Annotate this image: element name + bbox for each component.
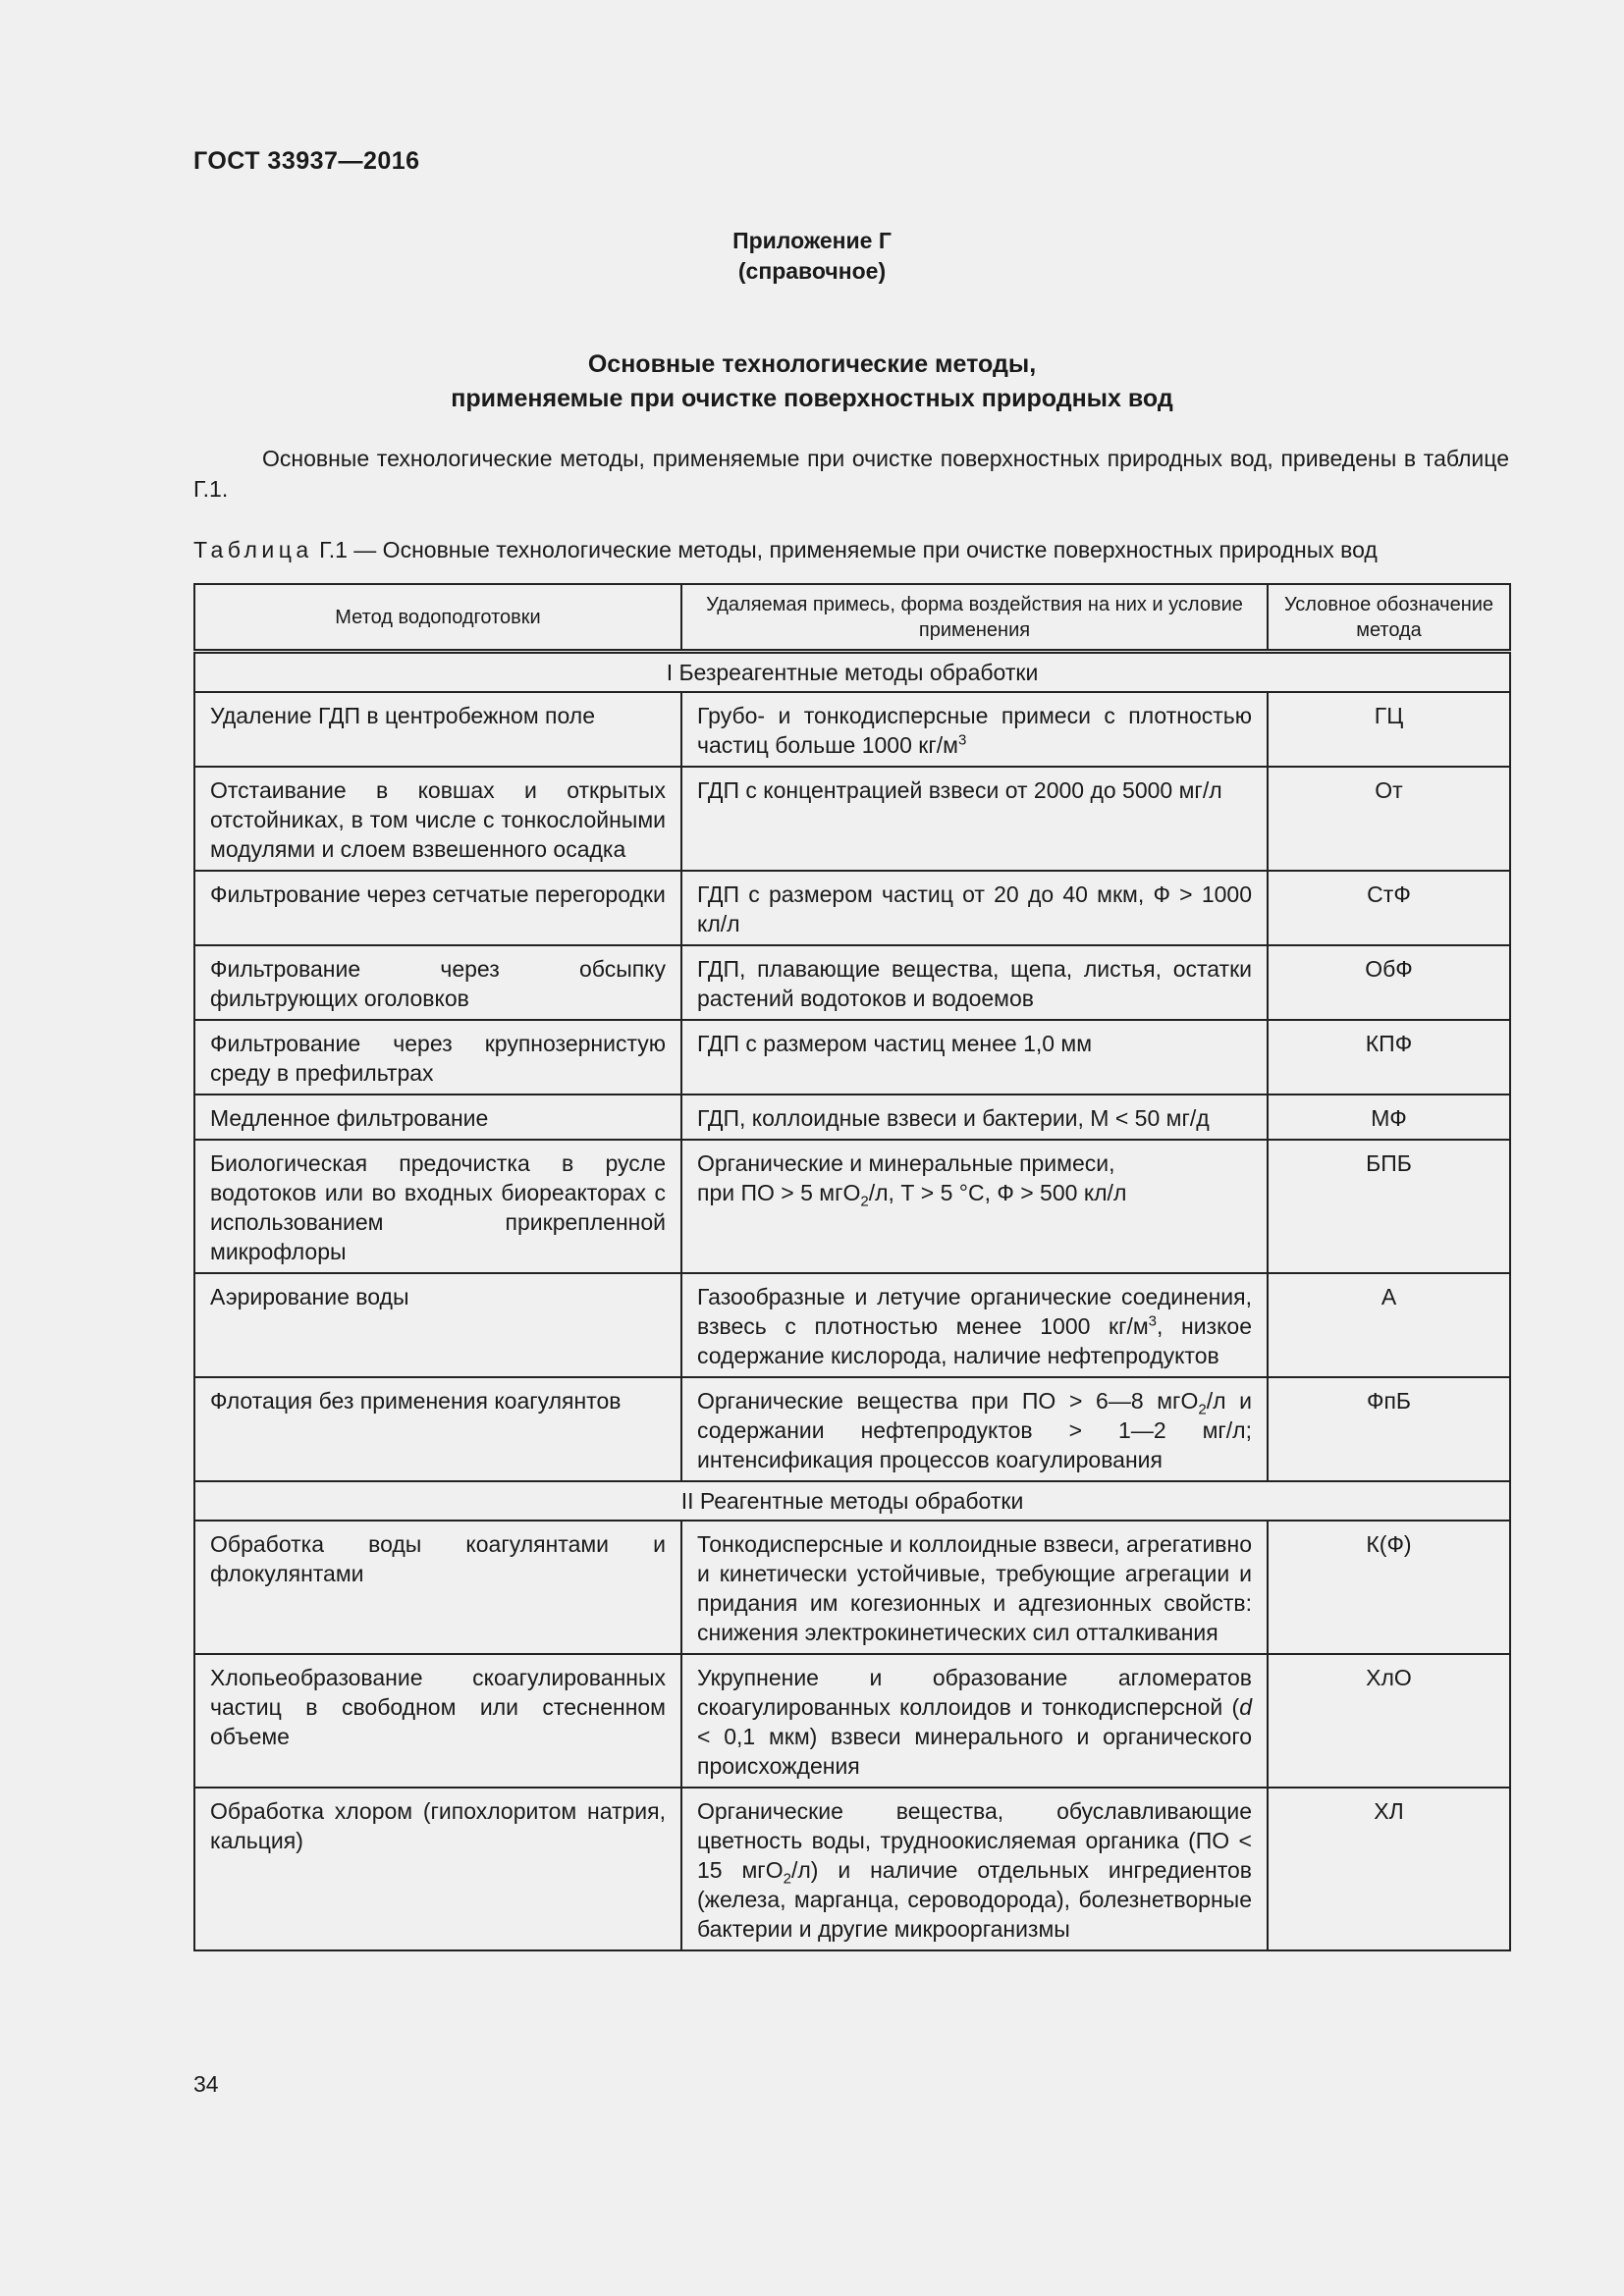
methods-table bbox=[193, 583, 1511, 1951]
header-code: Условное обозначение метода bbox=[1268, 584, 1510, 652]
cell-method: Обработка воды коагулянтами и флокулянтами bbox=[194, 1521, 681, 1654]
table-row bbox=[194, 1521, 1510, 1654]
page-title bbox=[0, 347, 1624, 416]
table-row bbox=[194, 692, 1510, 767]
header-impurity: Удаляемая примесь, форма воздействия на них и условие применения bbox=[681, 584, 1268, 652]
intro-paragraph: Основные технологические методы, применяемые при очистке поверхностных природных вод, приведены в таблице Г.1. bbox=[193, 446, 1509, 502]
table-row bbox=[194, 871, 1510, 945]
appendix-heading bbox=[0, 226, 1624, 287]
cell-method: Обработка хлором (гипохлоритом натрия, кальция) bbox=[194, 1788, 681, 1950]
cell-method: Флотация без применения коагулянтов bbox=[194, 1377, 681, 1481]
cell-code: К(Ф) bbox=[1268, 1521, 1510, 1654]
cell-code: ФпБ bbox=[1268, 1377, 1510, 1481]
cell-code: ХЛ bbox=[1268, 1788, 1510, 1950]
cell-code: БПБ bbox=[1268, 1140, 1510, 1273]
standard-id: ГОСТ 33937—2016 bbox=[193, 147, 420, 175]
cell-method: Биологическая предочистка в русле водотоков или во входных биореакторах с использованием прикрепленной микрофлоры bbox=[194, 1140, 681, 1273]
cell-method: Фильтрование через крупнозернистую среду в префильтрах bbox=[194, 1020, 681, 1095]
section-row bbox=[194, 1481, 1510, 1521]
section-row bbox=[194, 652, 1510, 693]
cell-impurity: Газообразные и летучие органические соединения, взвесь с плотностью менее 1000 $кг/м^3$, низкое содержание кислорода, наличие нефтепродуктов bbox=[681, 1273, 1268, 1377]
cell-impurity: ГДП, коллоидные взвеси и бактерии, М < 50 мг/д bbox=[681, 1095, 1268, 1140]
cell-code: От bbox=[1268, 767, 1510, 871]
table-caption bbox=[193, 535, 1529, 565]
header-method: Метод водоподготовки bbox=[194, 584, 681, 652]
table-caption-prefix: Таблица bbox=[193, 537, 313, 562]
cell-impurity: ГДП с размером частиц менее 1,0 мм bbox=[681, 1020, 1268, 1095]
appendix-title: Приложение Г bbox=[732, 228, 892, 253]
cell-code: ХлО bbox=[1268, 1654, 1510, 1788]
cell-impurity: Тонкодисперсные и коллоидные взвеси, агрегативно и кинетически устойчивые, требующие агрегации и придания им когезионных и адгезионных свойств: снижения электрокинетических сил отталкивания bbox=[681, 1521, 1268, 1654]
page-title-line-1: Основные технологические методы, bbox=[587, 350, 1037, 378]
cell-code: ОбФ bbox=[1268, 945, 1510, 1020]
section-title: I Безреагентные методы обработки bbox=[194, 652, 1510, 693]
cell-method: Фильтрование через обсыпку фильтрующих оголовков bbox=[194, 945, 681, 1020]
cell-code: А bbox=[1268, 1273, 1510, 1377]
page-title-line-2: применяемые при очистке поверхностных природных вод bbox=[451, 385, 1173, 412]
table-row bbox=[194, 1273, 1510, 1377]
table-row bbox=[194, 1140, 1510, 1273]
cell-code: СтФ bbox=[1268, 871, 1510, 945]
table-row bbox=[194, 1377, 1510, 1481]
table-header-row bbox=[194, 584, 1510, 652]
table-row bbox=[194, 1095, 1510, 1140]
cell-method: Отстаивание в ковшах и открытых отстойниках, в том числе с тонкослойными модулями и слоем взвешенного осадка bbox=[194, 767, 681, 871]
table-caption-text: Г.1 — Основные технологические методы, применяемые при очистке поверхностных природных вод bbox=[312, 537, 1378, 562]
cell-impurity: Органические вещества, обуславливающие цветность воды, трудноокисляемая органика (ПО < 15 мгО$_2$/л) и наличие отдельных ингредиентов (железа, марганца, сероводорода), болезнетворные бактерии и другие микроорганизмы bbox=[681, 1788, 1268, 1950]
cell-code: МФ bbox=[1268, 1095, 1510, 1140]
cell-impurity: Органические и минеральные примеси, при ПО > 5 мгО$_2$/л, Т > 5 °С, Ф > 500 кл/л bbox=[681, 1140, 1268, 1273]
cell-method: Медленное фильтрование bbox=[194, 1095, 681, 1140]
table-row bbox=[194, 767, 1510, 871]
cell-impurity: Органические вещества при ПО > 6—8 мгО$_2$/л и содержании нефтепродуктов > 1—2 мг/л; интенсификация процессов коагулирования bbox=[681, 1377, 1268, 1481]
cell-impurity: Укрупнение и образование агломератов скоагулированных коллоидов и тонкодисперсной (d < 0,1 мкм) взвеси минерального и органического происхождения bbox=[681, 1654, 1268, 1788]
table-row bbox=[194, 945, 1510, 1020]
cell-impurity: Грубо- и тонкодисперсные примеси с плотностью частиц больше 1000 $кг/м^3$ bbox=[681, 692, 1268, 767]
cell-method: Фильтрование через сетчатые перегородки bbox=[194, 871, 681, 945]
appendix-type: (справочное) bbox=[737, 258, 887, 284]
table-row bbox=[194, 1020, 1510, 1095]
table-row bbox=[194, 1654, 1510, 1788]
cell-impurity: ГДП, плавающие вещества, щепа, листья, остатки растений водотоков и водоемов bbox=[681, 945, 1268, 1020]
cell-impurity: ГДП с концентрацией взвеси от 2000 до 5000 мг/л bbox=[681, 767, 1268, 871]
cell-method: Аэрирование воды bbox=[194, 1273, 681, 1377]
cell-method: Хлопьеобразование скоагулированных частиц в свободном или стесненном объеме bbox=[194, 1654, 681, 1788]
page-number: 34 bbox=[193, 2071, 219, 2097]
cell-method: Удаление ГДП в центробежном поле bbox=[194, 692, 681, 767]
table-row bbox=[194, 1788, 1510, 1950]
section-title: II Реагентные методы обработки bbox=[194, 1481, 1510, 1521]
cell-code: ГЦ bbox=[1268, 692, 1510, 767]
cell-impurity: ГДП с размером частиц от 20 до 40 мкм, Ф > 1000 кл/л bbox=[681, 871, 1268, 945]
cell-code: КПФ bbox=[1268, 1020, 1510, 1095]
